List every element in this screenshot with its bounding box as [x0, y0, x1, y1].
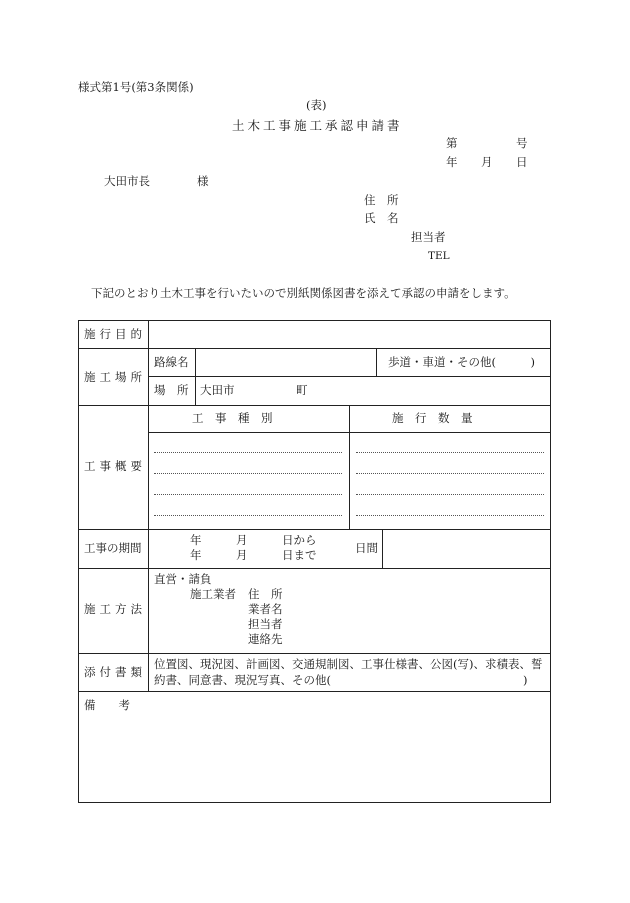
attachments-line-2: 約書、同意書、現況写真、その他(	[154, 673, 331, 687]
doc-number-suffix: 号	[516, 136, 528, 150]
city-name: 大田市	[200, 383, 235, 397]
period-to: 年 月 日まで	[190, 548, 317, 562]
addressee-honorific: 様	[197, 174, 209, 188]
quantity-dotted-line	[356, 473, 544, 474]
doc-number-prefix: 第	[446, 136, 458, 150]
town-suffix: 町	[296, 383, 308, 397]
method-label: 施工方法	[84, 602, 146, 616]
contractor-company-label: 業者名	[248, 602, 283, 616]
work-type-dotted-line	[154, 515, 342, 516]
table-border-bottom	[78, 802, 551, 803]
contractor-contact-label: 担当者	[248, 617, 283, 631]
work-type-dotted-line	[154, 452, 342, 453]
purpose-label: 施行目的	[84, 327, 146, 341]
date-year: 年	[446, 155, 458, 169]
remarks-label: 備 考	[84, 698, 130, 712]
table-border-right	[550, 320, 551, 803]
road-type-line	[376, 348, 377, 376]
quantity-header: 施 行 数 量	[392, 411, 473, 425]
location-label: 施工場所	[84, 370, 146, 384]
table-border-left	[78, 320, 79, 803]
applicant-address-label: 住 所	[364, 193, 399, 207]
date-month: 月	[481, 155, 493, 169]
quantity-dotted-line	[356, 452, 544, 453]
attachments-close-paren: )	[523, 673, 528, 687]
period-split-line	[382, 529, 383, 568]
summary-split-line	[349, 405, 350, 529]
applicant-name-label: 氏 名	[364, 211, 399, 225]
applicant-tel-label: TEL	[428, 250, 450, 262]
label-column-line	[148, 320, 149, 691]
work-type-dotted-line	[154, 473, 342, 474]
form-number: 様式第1号(第3条関係)	[78, 80, 194, 94]
work-type-dotted-line	[154, 494, 342, 495]
contractor-label: 施工業者	[190, 587, 236, 601]
row-line-8	[78, 691, 551, 692]
side-label: (表)	[306, 98, 327, 112]
document-title: 土木工事施工承認申請書	[232, 118, 403, 133]
quantity-dotted-line	[356, 515, 544, 516]
addressee-name: 大田市長	[104, 174, 150, 188]
attachments-line-1: 位置図、現況図、計画図、交通規制図、工事仕様書、公図(写)、求積表、誓	[154, 657, 543, 671]
intro-text: 下記のとおり土木工事を行いたいので別紙関係図書を添えて承認の申請をします。	[91, 286, 516, 300]
route-label-line	[195, 348, 196, 405]
contractor-phone-label: 連絡先	[248, 632, 283, 646]
period-label: 工事の期間	[84, 541, 142, 555]
place-label: 場 所	[154, 383, 189, 397]
row-line-2	[148, 376, 551, 377]
period-from: 年 月 日から	[190, 533, 317, 547]
applicant-contact-label: 担当者	[411, 230, 446, 244]
work-type-header: 工 事 種 別	[192, 411, 273, 425]
attachments-label: 添付書類	[84, 665, 146, 679]
period-days-label: 日間	[355, 541, 378, 555]
method-type: 直営・請負	[154, 572, 212, 586]
route-label: 路線名	[154, 355, 189, 369]
contractor-address-label: 住 所	[248, 587, 283, 601]
road-type: 歩道・車道・その他( )	[388, 355, 535, 369]
date-day: 日	[516, 155, 528, 169]
quantity-dotted-line	[356, 494, 544, 495]
summary-label: 工事概要	[84, 459, 146, 473]
